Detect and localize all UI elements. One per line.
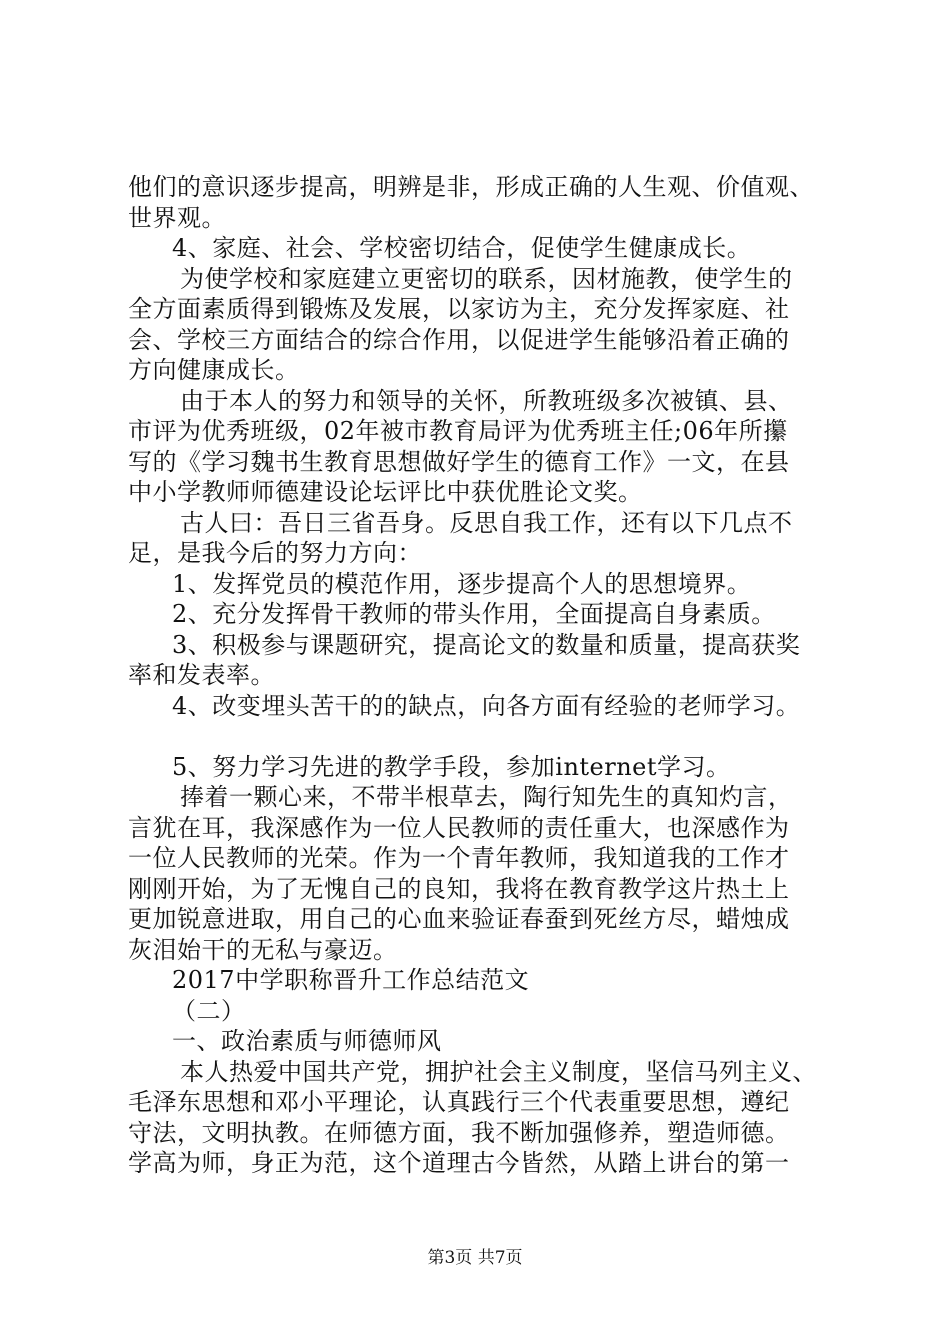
- text-line: 全方面素质得到锻炼及发展，以家访为主，充分发挥家庭、社: [128, 295, 790, 323]
- section-title: 2017中学职称晋升工作总结范文: [172, 966, 530, 994]
- section-number: （二）: [172, 996, 246, 1025]
- text-line: 一位人民教师的光荣。作为一个青年教师，我知道我的工作才: [128, 844, 790, 872]
- paragraph-start: 古人曰：吾日三省吾身。反思自我工作，还有以下几点不: [180, 508, 793, 537]
- text-line: 他们的意识逐步提高，明辨是非，形成正确的人生观、价值观、: [128, 173, 814, 201]
- list-item: 1、发挥党员的模范作用，逐步提高个人的思想境界。: [172, 569, 752, 598]
- document-body: [128, 172, 838, 1179]
- list-item: 3、积极参与课题研究，提高论文的数量和质量，提高获奖: [172, 630, 801, 659]
- text-line: 更加锐意进取，用自己的心血来验证春蚕到死丝方尽，蜡烛成: [128, 905, 790, 933]
- text-line: 市评为优秀班级，02年被市教育局评为优秀班主任;06年所攥: [128, 417, 788, 445]
- paragraph-start: 捧着一颗心来，不带半根草去，陶行知先生的真知灼言，: [180, 783, 793, 811]
- text-line: 率和发表率。: [128, 661, 275, 689]
- text-line: 写的《学习魏书生教育思想做好学生的德育工作》一文，在县: [128, 447, 790, 476]
- text-line: 方向健康成长。: [128, 356, 300, 384]
- text-line: 足，是我今后的努力方向：: [128, 539, 422, 567]
- text-line: 学高为师，身正为范，这个道理古今皆然，从踏上讲台的第一: [128, 1149, 790, 1177]
- text-line: 世界观。: [128, 203, 226, 232]
- paragraph-start: 为使学校和家庭建立更密切的联系，因材施教，使学生的: [180, 264, 793, 293]
- section-heading: 一、政治素质与师德师风: [172, 1027, 442, 1055]
- text-line: 毛泽东思想和邓小平理论，认真践行三个代表重要思想，遵纪: [128, 1088, 790, 1116]
- text-line: 中小学教师师德建设论坛评比中获优胜论文奖。: [128, 478, 643, 506]
- list-item: 2、充分发挥骨干教师的带头作用，全面提高自身素质。: [172, 600, 776, 628]
- list-item: 4、家庭、社会、学校密切结合，促使学生健康成长。: [172, 234, 752, 262]
- text-line: 刚刚开始，为了无愧自己的良知，我将在教育教学这片热土上: [128, 874, 790, 903]
- paragraph-start: 由于本人的努力和领导的关怀，所教班级多次被镇、县、: [180, 386, 793, 415]
- paragraph-start: 本人热爱中国共产党，拥护社会主义制度，坚信马列主义、: [180, 1057, 817, 1086]
- text-line: 言犹在耳，我深感作为一位人民教师的责任重大，也深感作为: [128, 813, 790, 842]
- text-line: 会、学校三方面结合的综合作用，以促进学生能够沿着正确的: [128, 325, 790, 354]
- text-line: 守法，文明执教。在师德方面，我不断加强修养，塑造师德。: [128, 1118, 790, 1147]
- blank-line: [128, 721, 838, 752]
- list-item: 5、努力学习先进的教学手段，参加internet学习。: [172, 752, 731, 781]
- page-footer: 第3页 共7页: [427, 1248, 523, 1268]
- list-item: 4、改变埋头苦干的的缺点，向各方面有经验的老师学习。: [172, 691, 801, 720]
- text-line: 灰泪始干的无私与豪迈。: [128, 935, 398, 964]
